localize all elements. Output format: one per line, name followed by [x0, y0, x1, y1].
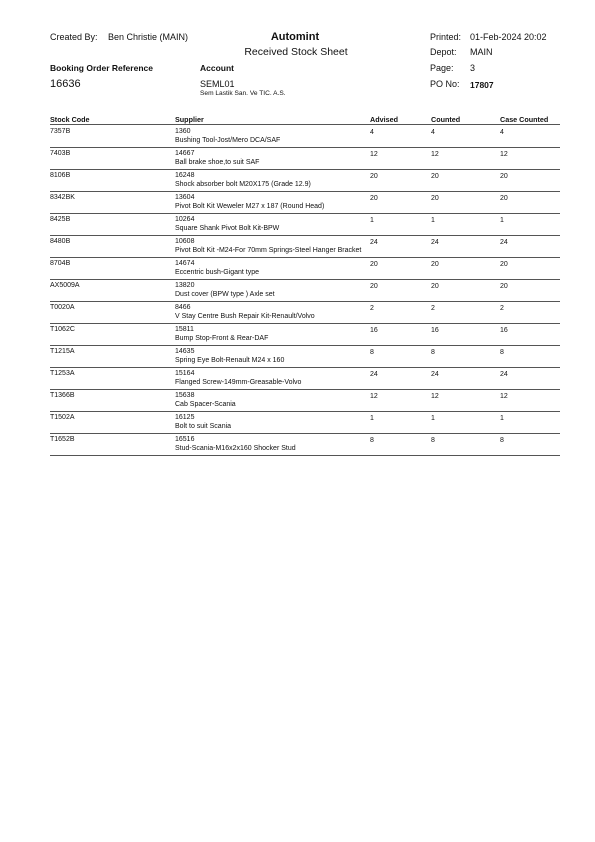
- supplier-code-cell: 16248: [175, 172, 195, 179]
- page-label: Page:: [430, 63, 454, 73]
- advised-cell: 8: [370, 437, 374, 444]
- supplier-code-cell: 16125: [175, 414, 195, 421]
- row-divider: [50, 323, 560, 324]
- counted-cell: 1: [431, 415, 435, 422]
- item-description-cell: Cab Spacer-Scania: [175, 400, 236, 408]
- item-description-cell: Eccentric bush-Gigant type: [175, 268, 260, 276]
- item-description-cell: Square Shank Pivot Bolt Kit-BPW: [175, 224, 280, 232]
- stock-code-cell: T1366B: [50, 392, 75, 399]
- advised-cell: 24: [370, 239, 378, 246]
- counted-cell: 16: [431, 327, 439, 334]
- col-case-counted: Case Counted: [500, 115, 549, 124]
- page-value: 3: [470, 63, 476, 73]
- printed-value: 01-Feb-2024 20:02: [470, 32, 547, 42]
- row-divider: [50, 191, 560, 192]
- advised-cell: 20: [370, 283, 378, 290]
- report-company-title: Automint: [270, 31, 320, 43]
- row-divider: [50, 169, 560, 170]
- counted-cell: 24: [431, 371, 439, 378]
- created-by-value: Ben Christie (MAIN): [108, 32, 189, 42]
- item-description-cell: Spring Eye Bolt-Renault M24 x 160: [175, 356, 285, 364]
- case-counted-cell: 4: [500, 129, 504, 136]
- row-divider: [50, 235, 560, 236]
- col-stock-code: Stock Code: [50, 115, 90, 124]
- row-divider: [50, 455, 560, 456]
- row-divider: [50, 345, 560, 346]
- supplier-code-cell: 16516: [175, 436, 195, 443]
- item-description-cell: Dust cover (BPW type ) Axle set: [175, 290, 275, 298]
- case-counted-cell: 8: [500, 349, 504, 356]
- printed-label: Printed:: [430, 32, 462, 42]
- item-description-cell: Bolt to suit Scania: [175, 422, 232, 430]
- counted-cell: 2: [431, 305, 435, 312]
- case-counted-cell: 20: [500, 173, 508, 180]
- supplier-code-cell: 13820: [175, 282, 195, 289]
- row-divider: [50, 411, 560, 412]
- counted-cell: 12: [431, 151, 439, 158]
- supplier-code-cell: 14674: [175, 260, 195, 267]
- stock-code-cell: 8106B: [50, 172, 71, 179]
- item-description-cell: Flanged Screw-149mm-Greasable-Volvo: [175, 378, 302, 386]
- account-label: Account: [200, 63, 234, 73]
- advised-cell: 4: [370, 129, 374, 136]
- counted-cell: 20: [431, 261, 439, 268]
- counted-cell: 1: [431, 217, 435, 224]
- stock-code-cell: T1215A: [50, 348, 75, 355]
- supplier-code-cell: 10264: [175, 216, 195, 223]
- row-divider: [50, 367, 560, 368]
- case-counted-cell: 24: [500, 239, 508, 246]
- advised-cell: 20: [370, 261, 378, 268]
- stock-code-cell: T1652B: [50, 436, 75, 443]
- depot-label: Depot:: [430, 47, 457, 57]
- advised-cell: 16: [370, 327, 378, 334]
- advised-cell: 20: [370, 173, 378, 180]
- stock-code-cell: T1062C: [50, 326, 75, 333]
- supplier-code-cell: 14635: [175, 348, 195, 355]
- counted-cell: 20: [431, 283, 439, 290]
- item-description-cell: V Stay Centre Bush Repair Kit-Renault/Volvo: [175, 312, 315, 320]
- created-by-label: Created By:: [50, 32, 98, 42]
- counted-cell: 20: [431, 173, 439, 180]
- case-counted-cell: 2: [500, 305, 504, 312]
- item-description-cell: Pivot Bolt Kit -M24-For 70mm Springs-Steel Hanger Bracket: [175, 246, 362, 254]
- advised-cell: 2: [370, 305, 374, 312]
- advised-cell: 24: [370, 371, 378, 378]
- booking-ref-value: 16636: [50, 78, 81, 90]
- case-counted-cell: 16: [500, 327, 508, 334]
- row-divider: [50, 301, 560, 302]
- case-counted-cell: 8: [500, 437, 504, 444]
- account-name: Sem Lastik San. Ve TIC. A.S.: [200, 90, 286, 97]
- po-label: PO No:: [430, 79, 460, 89]
- counted-cell: 12: [431, 393, 439, 400]
- stock-code-cell: 7403B: [50, 150, 71, 157]
- col-counted: Counted: [431, 115, 461, 124]
- stock-code-cell: 8425B: [50, 216, 71, 223]
- account-code: SEML01: [200, 79, 235, 89]
- supplier-code-cell: 1360: [175, 128, 191, 135]
- case-counted-cell: 24: [500, 371, 508, 378]
- counted-cell: 8: [431, 437, 435, 444]
- case-counted-cell: 1: [500, 415, 504, 422]
- booking-ref-label: Booking Order Reference: [50, 63, 153, 73]
- header-divider: [50, 124, 560, 125]
- stock-code-cell: 8342BK: [50, 194, 75, 201]
- advised-cell: 1: [370, 217, 374, 224]
- item-description-cell: Bushing Tool-Jost/Mero DCA/SAF: [175, 136, 281, 144]
- counted-cell: 8: [431, 349, 435, 356]
- stock-code-cell: T1502A: [50, 414, 75, 421]
- counted-cell: 20: [431, 195, 439, 202]
- case-counted-cell: 12: [500, 151, 508, 158]
- depot-value: MAIN: [470, 47, 493, 57]
- row-divider: [50, 433, 560, 434]
- item-description-cell: Pivot Bolt Kit Weweler M27 x 187 (Round Head): [175, 202, 325, 210]
- case-counted-cell: 20: [500, 283, 508, 290]
- row-divider: [50, 389, 560, 390]
- stock-code-cell: 8480B: [50, 238, 71, 245]
- supplier-code-cell: 15811: [175, 326, 194, 333]
- supplier-code-cell: 8466: [175, 304, 191, 311]
- case-counted-cell: 12: [500, 393, 508, 400]
- counted-cell: 24: [431, 239, 439, 246]
- supplier-code-cell: 14667: [175, 150, 195, 157]
- stock-code-cell: AX5009A: [50, 282, 80, 289]
- row-divider: [50, 257, 560, 258]
- item-description-cell: Ball brake shoe,to suit SAF: [175, 158, 260, 166]
- advised-cell: 8: [370, 349, 374, 356]
- row-divider: [50, 279, 560, 280]
- supplier-code-cell: 13604: [175, 194, 195, 201]
- stock-code-cell: 7357B: [50, 128, 71, 135]
- col-advised: Advised: [370, 115, 398, 124]
- po-value: 17807: [470, 80, 494, 90]
- advised-cell: 12: [370, 151, 378, 158]
- supplier-code-cell: 15164: [175, 370, 195, 377]
- advised-cell: 20: [370, 195, 378, 202]
- case-counted-cell: 1: [500, 217, 504, 224]
- supplier-code-cell: 15638: [175, 392, 195, 399]
- item-description-cell: Shock absorber bolt M20X175 (Grade 12.9): [175, 180, 311, 188]
- supplier-code-cell: 10608: [175, 238, 195, 245]
- case-counted-cell: 20: [500, 261, 508, 268]
- advised-cell: 1: [370, 415, 374, 422]
- col-supplier: Supplier: [175, 115, 204, 124]
- row-divider: [50, 147, 560, 148]
- case-counted-cell: 20: [500, 195, 508, 202]
- stock-code-cell: 8704B: [50, 260, 71, 267]
- report-subtitle: Received Stock Sheet: [244, 46, 348, 58]
- counted-cell: 4: [431, 129, 435, 136]
- advised-cell: 12: [370, 393, 378, 400]
- stock-code-cell: T1253A: [50, 370, 75, 377]
- item-description-cell: Bump Stop-Front & Rear-DAF: [175, 334, 269, 342]
- item-description-cell: Stud-Scania-M16x2x160 Shocker Stud: [175, 444, 296, 452]
- stock-code-cell: T0020A: [50, 304, 75, 311]
- row-divider: [50, 213, 560, 214]
